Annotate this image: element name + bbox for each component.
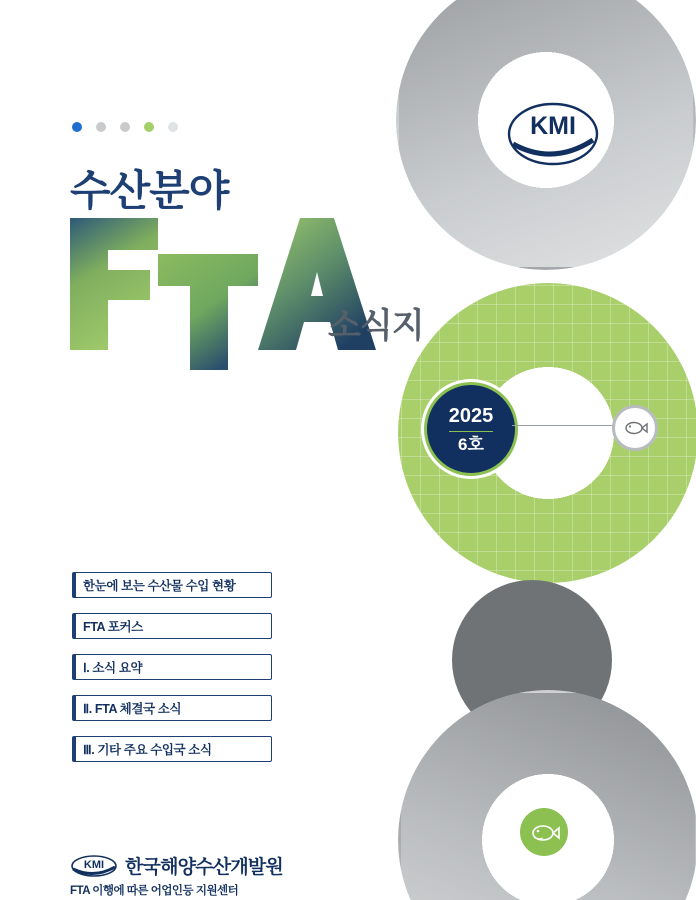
contents-list — [72, 572, 272, 777]
dot-2 — [96, 122, 106, 132]
dot-3 — [120, 122, 130, 132]
contents-item-4[interactable] — [72, 736, 272, 762]
contents-item-3[interactable] — [72, 695, 272, 721]
footer-subtitle: FTA 이행에 따른 어업인등 지원센터 — [70, 885, 239, 897]
dot-1 — [72, 122, 82, 132]
contents-item-0[interactable] — [72, 572, 272, 598]
decorative-dot-row — [72, 122, 178, 132]
fish-icon-bottom — [528, 820, 560, 846]
kmi-logo-top — [505, 98, 601, 170]
kmi-logo-top-text: KMI — [530, 112, 576, 140]
badge-divider — [449, 431, 493, 432]
contents-item-3-label: Ⅱ. FTA 체결국 소식 — [83, 702, 182, 716]
dot-5 — [168, 122, 178, 132]
bottom-grey-arc-decoration — [398, 690, 696, 900]
contents-item-2-label: Ⅰ. 소식 요약 — [83, 661, 143, 675]
cover-title-newsletter: 소식지 — [328, 307, 424, 345]
kmi-logo-footer-text: KMI — [83, 858, 105, 871]
footer — [70, 852, 283, 898]
contents-item-1-label: FTA 포커스 — [83, 620, 143, 634]
fta-wordmark — [62, 210, 482, 375]
dot-4 — [144, 122, 154, 132]
footer-brand-row — [70, 852, 283, 879]
kmi-logo-footer — [70, 855, 118, 877]
contents-item-4-label: Ⅲ. 기타 주요 수입국 소식 — [83, 743, 212, 757]
contents-item-1[interactable] — [72, 613, 272, 639]
issue-number: 6호 — [458, 434, 484, 454]
badge-connector-line — [512, 425, 616, 426]
issue-badge — [424, 382, 518, 476]
contents-item-2[interactable] — [72, 654, 272, 680]
issue-year: 2025 — [448, 404, 494, 427]
fish-icon — [622, 418, 648, 438]
cover-subtitle-korean: 수산분야 — [70, 167, 229, 214]
fish-icon-node — [612, 405, 658, 451]
contents-item-0-label: 한눈에 보는 수산물 수입 현황 — [83, 579, 236, 593]
footer-org-name: 한국해양수산개발원 — [125, 857, 283, 878]
